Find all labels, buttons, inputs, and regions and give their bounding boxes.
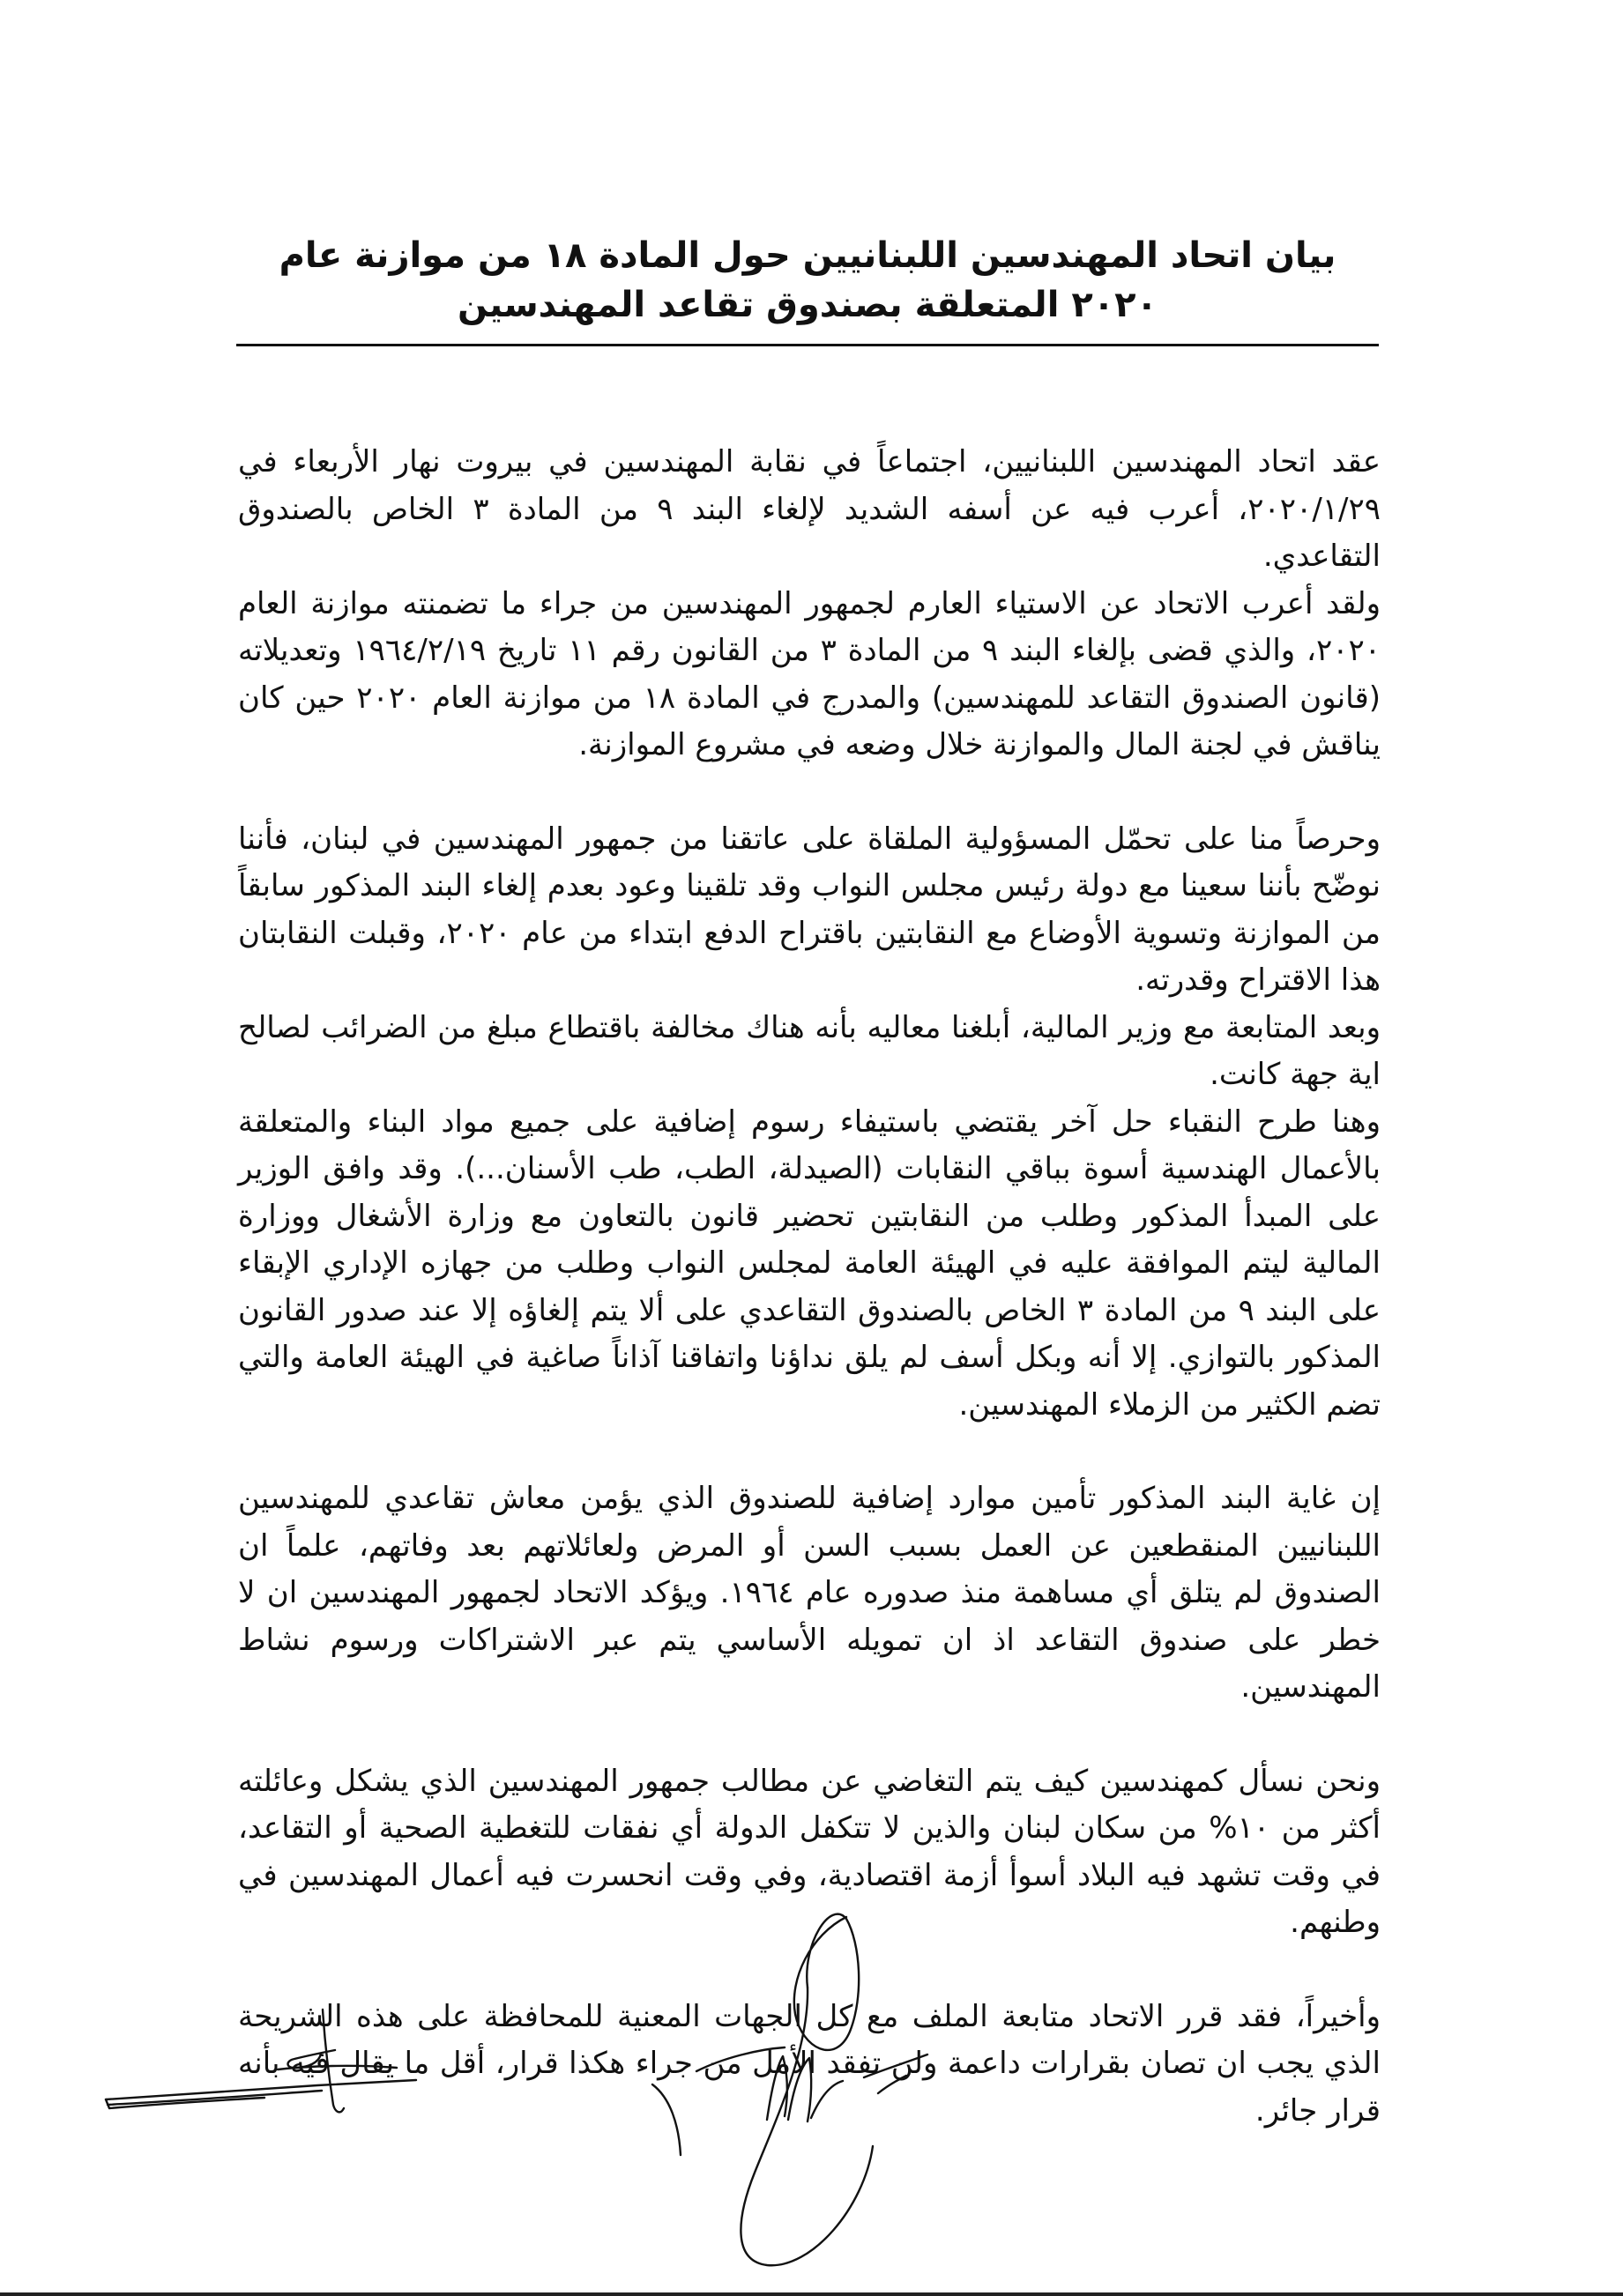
document-title: بيان اتحاد المهندسين اللبنانيين حول المادة ١٨ من موازنة عام ٢٠٢٠ المتعلقة بصندوق تقاعد المهندسين — [279, 235, 1336, 325]
paragraph-discontent: ولقد أعرب الاتحاد عن الاستياء العارم لجمهور المهندسين من جراء ما تضمنته موازنة العام ٢٠٢٠، والذي قضى بإلغاء البند ٩ من المادة ٣ من القانون رقم ١١ تاريخ ١٩٦٤/٢/١٩ وتعديلاته (قانون الصندوق التقاعد للمهندسين) والمدرج في المادة ١٨ من موازنة العام ٢٠٢٠ حين كان يناقش في لجنة المال والموازنة خلال وضعه في مشروع الموازنة. — [238, 585, 1381, 762]
title-underline — [236, 344, 1379, 346]
signature-right — [599, 1908, 952, 2278]
paragraph-alternative-solution: وهنا طرح النقباء حل آخر يقتضي باستيفاء رسوم إضافية على جميع مواد البناء والمتعلقة بالأعمال الهندسية أسوة بباقي النقابات (الصيدلة، الطب، طب الأسنان...). وقد وافق الوزير على المبدأ المذكور وطلب من النقابتين تحضير قانون بالتعاون مع وزارة الأشغال ووزارة المالية ليتم الموافقة عليه في الهيئة العامة لمجلس النواب وطلب من جهازه الإداري الإبقاء على البند ٩ من المادة ٣ الخاص بالصندوق التقاعدي على ألا يتم إلغاؤه إلا عند صدور القانون المذكور بالتوازي. إلا أنه وبكل أسف لم يلق نداؤنا واتفاقنا آذاناً صاغية في الهيئة العامة والتي تضم الكثير من الزملاء المهندسين. — [238, 1103, 1381, 1423]
signature-left — [97, 1992, 423, 2124]
paragraph-efforts: وحرصاً منا على تحمّل المسؤولية الملقاة على عاتقنا من جمهور المهندسين في لبنان، فأننا نوضّح بأننا سعينا مع دولة رئيس مجلس النواب وقد تلقينا وعود بعدم إلغاء البند المذكور سابقاً من الموازنة وتسوية الأوضاع مع النقابتين باقتراح الدفع ابتداء من عام ٢٠٢٠، وقبلت النقابتان هذا الاقتراح وقدرته. — [238, 821, 1381, 998]
paragraph-meeting: عقد اتحاد المهندسين اللبنانيين، اجتماعاً في نقابة المهندسين في بيروت نهار الأربعاء في ٢٠٢٠/١/٢٩، أعرب فيه عن أسفه الشديد لإلغاء البند ٩ من المادة ٣ الخاص بالصندوق التقاعدي. — [238, 444, 1381, 574]
paragraph-conclusion: وأخيراً، فقد قرر الاتحاد متابعة الملف مع كل الجهات المعنية للمحافظة على هذه الشريحة الذي يجب ان تصان بقرارات داعمة ولن تفقد الأمل من جراء هكذا قرار، أقل ما يقال فيه بأنه قرار جائر. — [238, 1998, 1381, 2129]
paragraph-finance-minister: وبعد المتابعة مع وزير المالية، أبلغنا معاليه بأنه هناك مخالفة باقتطاع مبلغ من الضرائب لصالح اية جهة كانت. — [238, 1009, 1381, 1092]
document-body — [238, 439, 1381, 2135]
paragraph-purpose: إن غاية البند المذكور تأمين موارد إضافية للصندوق الذي يؤمن معاش تقاعدي للمهندسين اللبنانيين المنقطعين عن العمل بسبب السن أو المرض ولعائلاتهم بعد وفاتهم، علماً ان الصندوق لم يتلق أي مساهمة منذ صدوره عام ١٩٦٤. ويؤكد الاتحاد لجمهور المهندسين ان لا خطر على صندوق التقاعد اذ ان تمويله الأساسي يتم عبر الاشتراكات ورسوم نشاط المهندسين. — [238, 1481, 1381, 1705]
page-bottom-border — [0, 2292, 1623, 2296]
paragraph-question: ونحن نسأل كمهندسين كيف يتم التغاضي عن مطالب جمهور المهندسين الذي يشكل وعائلته أكثر من ١٠% من سكان لبنان والذين لا تتكفل الدولة أي نفقات للتغطية الصحية أو التقاعد، في وقت تشهد فيه البلاد أسوأ أزمة اقتصادية، وفي وقت انحسرت فيه أعمال المهندسين في وطنهم. — [238, 1763, 1381, 1940]
